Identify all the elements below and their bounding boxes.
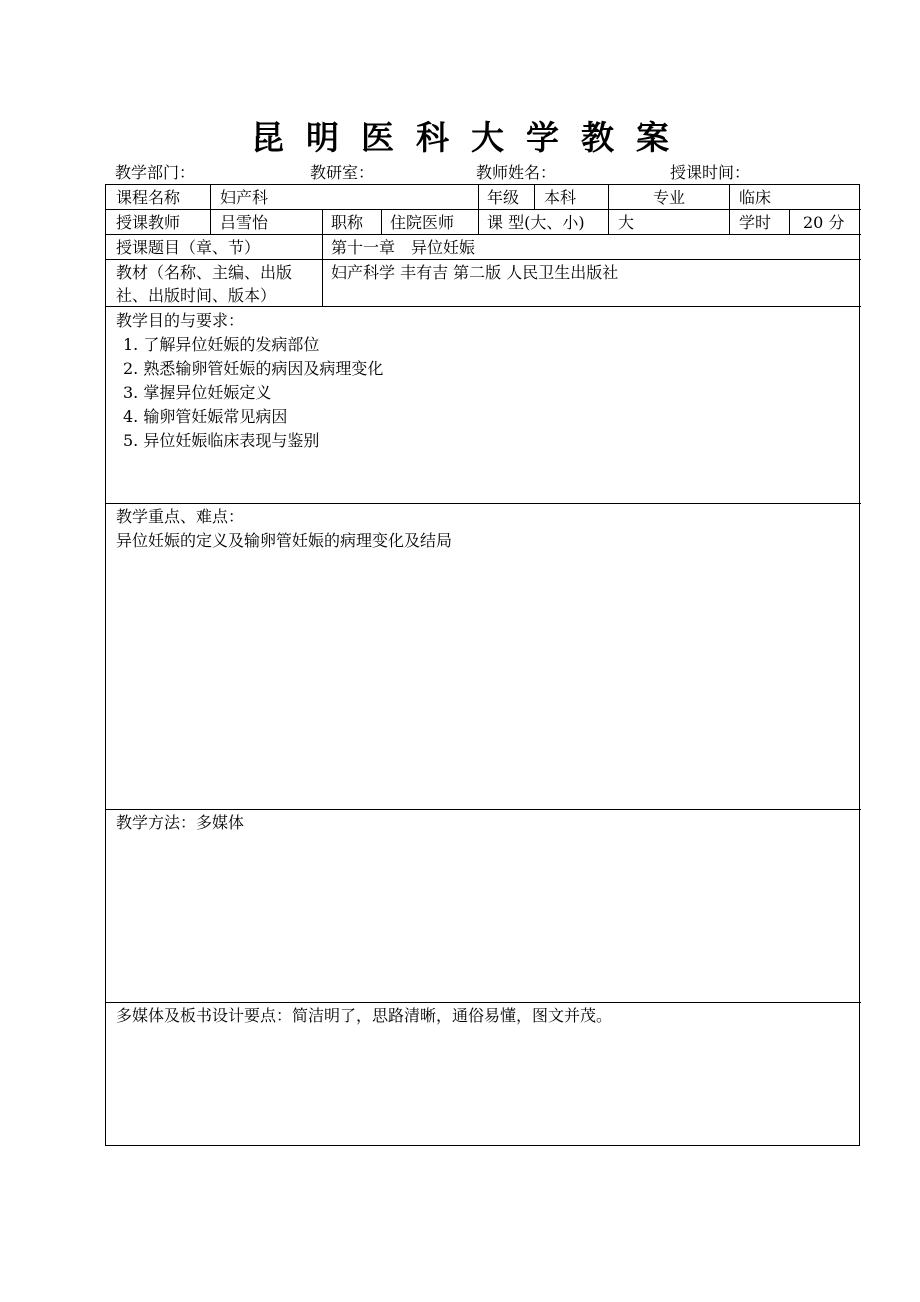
teacher-value: 吕雪怡 [220, 213, 269, 232]
class-type-label: 课 型(大、小) [487, 213, 585, 232]
col-divider [381, 209, 382, 234]
objective-item: 3. 掌握异位妊娠定义 [123, 383, 272, 402]
topic-label: 授课题目（章、节） [116, 238, 261, 257]
col-divider [322, 209, 323, 234]
topic-value: 第十一章 异位妊娠 [331, 238, 476, 257]
objective-item: 2. 熟悉输卵管妊娠的病因及病理变化 [123, 359, 384, 378]
textbook-label-line2: 社、出版时间、版本） [116, 286, 277, 305]
major-label: 专业 [653, 188, 686, 207]
major-value: 临床 [739, 188, 772, 207]
objective-item: 1. 了解异位妊娠的发病部位 [123, 335, 320, 354]
col-divider [322, 234, 323, 306]
row-divider [106, 259, 861, 260]
col-divider [608, 185, 609, 234]
col-divider [210, 185, 211, 234]
row-divider [106, 209, 861, 210]
objective-item: 4. 输卵管妊娠常见病因 [123, 407, 288, 426]
teaching-method: 教学方法：多媒体 [116, 813, 245, 832]
keypoints-content: 异位妊娠的定义及输卵管妊娠的病理变化及结局 [116, 531, 453, 550]
section-divider [106, 809, 861, 810]
time-label: 授课时间： [670, 163, 751, 182]
grade-value: 本科 [544, 188, 577, 207]
col-divider [789, 209, 790, 234]
objective-item: 5. 异位妊娠临床表现与鉴别 [123, 431, 320, 450]
position-value: 住院医师 [390, 213, 455, 232]
lesson-plan-table [105, 184, 860, 1146]
col-divider [478, 185, 479, 234]
row-divider [106, 306, 861, 307]
keypoints-heading: 教学重点、难点： [116, 507, 245, 526]
col-divider [534, 185, 535, 209]
position-label: 职称 [331, 213, 364, 232]
class-type-value: 大 [618, 213, 635, 232]
page-title: 昆明医科大学教案 [251, 118, 691, 157]
office-label: 教研室： [310, 163, 375, 182]
hours-value: 20 分 [803, 213, 845, 232]
row-divider [106, 234, 861, 235]
grade-label: 年级 [487, 188, 520, 207]
teacher-label: 授课教师 [116, 213, 181, 232]
section-divider [106, 1002, 861, 1003]
course-name-label: 课程名称 [116, 188, 181, 207]
textbook-label-line1: 教材（名称、主编、出版 [116, 263, 293, 282]
hours-label: 学时 [739, 213, 772, 232]
objectives-heading: 教学目的与要求： [116, 311, 245, 330]
dept-label: 教学部门： [115, 163, 196, 182]
course-name-value: 妇产科 [220, 188, 269, 207]
teacher-name-label: 教师姓名： [476, 163, 557, 182]
textbook-value: 妇产科学 丰有吉 第二版 人民卫生出版社 [331, 263, 619, 282]
board-design-notes: 多媒体及板书设计要点：简洁明了，思路清晰，通俗易懂，图文并茂。 [116, 1006, 613, 1025]
col-divider [729, 185, 730, 234]
section-divider [106, 503, 861, 504]
